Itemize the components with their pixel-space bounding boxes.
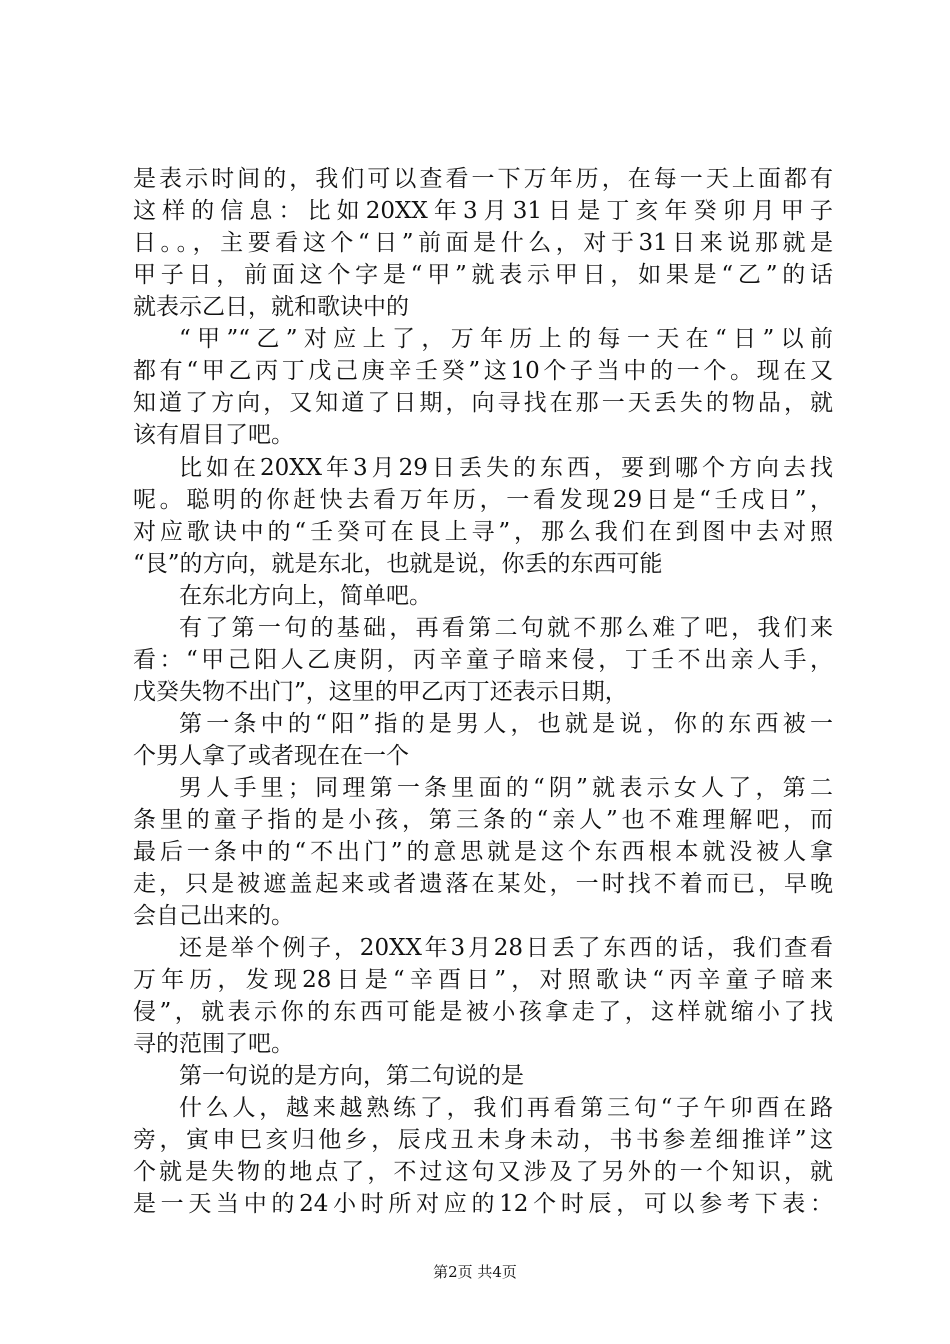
text-line: 什么人，越来越熟练了，我们再看第三句“子午卯酉在路 — [179, 1095, 833, 1121]
text-line: 呢。聪明的你赶快去看万年历，一看发现29日是“壬戌日”， — [133, 487, 833, 513]
text-line: 万年历，发现28日是“辛酉日”，对照歌诀“丙辛童子暗来 — [133, 967, 833, 993]
text-line: 走，只是被遮盖起来或者遗落在某处，一时找不着而已，早晚 — [133, 871, 833, 897]
text-line: “艮”的方向，就是东北，也就是说，你丢的东西可能 — [133, 551, 663, 577]
text-line: 条里的童子指的是小孩，第三条的“亲人”也不难理解吧，而 — [133, 807, 833, 833]
text-line: 日。。，主要看这个“日”前面是什么，对于31日来说那就是 — [133, 230, 833, 256]
text-line: 这样的信息：比如20XX年3月31日是丁亥年癸卯月甲子 — [133, 198, 833, 224]
text-line: 知道了方向，又知道了日期，向寻找在那一天丢失的物品，就 — [133, 390, 833, 416]
text-line: 旁，寅申巳亥归他乡，辰戌丑未身未动，书书参差细推详”这 — [133, 1127, 833, 1153]
text-line: 最后一条中的“不出门”的意思就是这个东西根本就没被人拿 — [133, 839, 833, 865]
text-line: 有了第一句的基础，再看第二句就不那么难了吧，我们来 — [179, 615, 833, 641]
text-line: “甲”“乙”对应上了，万年历上的每一天在“日”以前 — [179, 326, 833, 352]
text-line: 比如在20XX年3月29日丢失的东西，要到哪个方向去找 — [179, 455, 833, 481]
text-line: 第一条中的“阳”指的是男人，也就是说，你的东西被一 — [179, 711, 833, 737]
text-line: 是一天当中的24小时所对应的12个时辰，可以参考下表： — [133, 1191, 833, 1217]
text-line: 在东北方向上，简单吧。 — [179, 583, 432, 609]
text-line: 会自己出来的。 — [133, 903, 294, 929]
text-line: 第一句说的是方向，第二句说的是 — [179, 1063, 524, 1089]
text-line: 个男人拿了或者现在在一个 — [133, 743, 409, 769]
page-number-footer: 第2页 共4页 — [433, 1263, 517, 1281]
text-line: 戊癸失物不出门”，这里的甲乙丙丁还表示日期， — [133, 679, 628, 705]
text-line: 就表示乙日，就和歌诀中的 — [133, 294, 409, 320]
text-line: 看：“甲己阳人乙庚阴，丙辛童子暗来侵，丁壬不出亲人手， — [133, 647, 833, 673]
text-line: 个就是失物的地点了，不过这句又涉及了另外的一个知识，就 — [133, 1159, 833, 1185]
text-line: 寻的范围了吧。 — [133, 1031, 294, 1057]
text-line: 是表示时间的，我们可以查看一下万年历，在每一天上面都有 — [133, 166, 833, 192]
text-line: 对应歌诀中的“壬癸可在艮上寻”，那么我们在到图中去对照 — [133, 519, 833, 545]
text-line: 该有眉目了吧。 — [133, 422, 294, 448]
text-line: 还是举个例子，20XX年3月28日丢了东西的话，我们查看 — [179, 935, 833, 961]
text-line: 都有“甲乙丙丁戊己庚辛壬癸”这10个子当中的一个。现在又 — [133, 358, 833, 384]
text-line: 男人手里；同理第一条里面的“阴”就表示女人了，第二 — [179, 775, 833, 801]
text-line: 侵”，就表示你的东西可能是被小孩拿走了，这样就缩小了找 — [133, 999, 833, 1025]
text-line: 甲子日，前面这个字是“甲”就表示甲日，如果是“乙”的话 — [133, 262, 833, 288]
